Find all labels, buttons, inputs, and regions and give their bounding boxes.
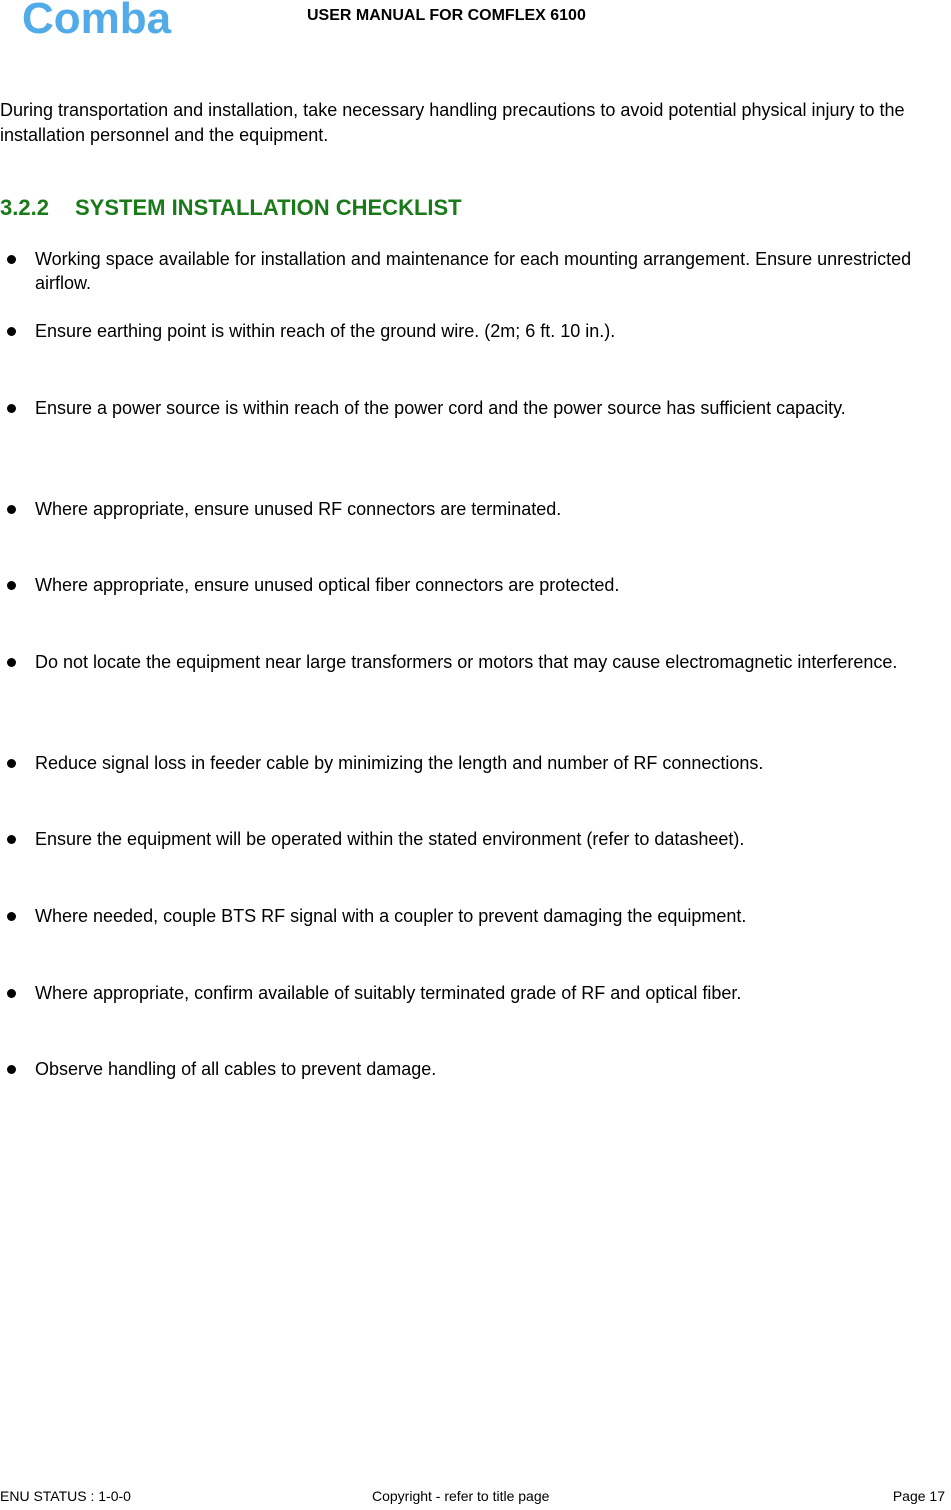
checklist-item-text: Where appropriate, ensure unused optical fiber connectors are protected.: [35, 575, 620, 595]
document-title: USER MANUAL FOR COMFLEX 6100: [307, 7, 586, 24]
section-heading: [0, 195, 462, 221]
bullet-icon: [7, 989, 16, 998]
checklist-item-text: Observe handling of all cables to prevent damage.: [35, 1059, 437, 1079]
bullet-icon: [7, 255, 16, 264]
bullet-icon: [7, 327, 16, 336]
comba-logo: [22, 0, 212, 40]
checklist-item: [0, 573, 945, 597]
checklist-item-text: Reduce signal loss in feeder cable by minimizing the length and number of RF connections.: [35, 753, 764, 773]
checklist-item: [0, 1057, 945, 1081]
checklist-item: [0, 827, 945, 851]
bullet-icon: [7, 912, 16, 921]
comba-logo-graphic: [22, 0, 212, 40]
checklist-item: [0, 650, 945, 674]
bullet-icon: [7, 658, 16, 667]
checklist-item: [0, 981, 945, 1005]
footer-copyright: Copyright - refer to title page: [372, 1488, 550, 1504]
bullet-icon: [7, 505, 16, 514]
checklist-item-text: Do not locate the equipment near large transformers or motors that may cause electromagnetic interference.: [35, 652, 898, 672]
checklist-item-text: Ensure the equipment will be operated within the stated environment (refer to datasheet).: [35, 829, 745, 849]
footer-status: ENU STATUS : 1-0-0: [0, 1488, 131, 1504]
checklist-item: [0, 497, 945, 521]
checklist-item: [0, 247, 945, 295]
bullet-icon: [7, 581, 16, 590]
checklist-item: [0, 751, 945, 775]
intro-paragraph: During transportation and installation, take necessary handling precautions to avoid potential physical injury to the installation personnel and the equipment.: [0, 100, 905, 145]
checklist-item: [0, 319, 945, 343]
footer-page-number: Page 17: [892, 1488, 945, 1504]
checklist-item-text: Ensure earthing point is within reach of the ground wire. (2m; 6 ft. 10 in.).: [35, 321, 616, 341]
section-number: 3.2.2: [0, 195, 49, 220]
bullet-icon: [7, 759, 16, 768]
bullet-icon: [7, 835, 16, 844]
checklist-item-text: Working space available for installation and maintenance for each mounting arrangement. Ensure unrestricted airflow.: [35, 249, 912, 293]
checklist-item-text: Where appropriate, ensure unused RF connectors are terminated.: [35, 499, 562, 519]
bullet-icon: [7, 1065, 16, 1074]
svg-text:Comba: Comba: [22, 0, 172, 40]
checklist-item-text: Where needed, couple BTS RF signal with a coupler to prevent damaging the equipment.: [35, 906, 747, 926]
section-title: SYSTEM INSTALLATION CHECKLIST: [75, 195, 462, 220]
checklist-item-text: Ensure a power source is within reach of the power cord and the power source has sufficient capacity.: [35, 398, 846, 418]
checklist-item-text: Where appropriate, confirm available of suitably terminated grade of RF and optical fiber.: [35, 983, 742, 1003]
checklist-item: [0, 396, 945, 420]
bullet-icon: [7, 404, 16, 413]
checklist-item: [0, 904, 945, 928]
